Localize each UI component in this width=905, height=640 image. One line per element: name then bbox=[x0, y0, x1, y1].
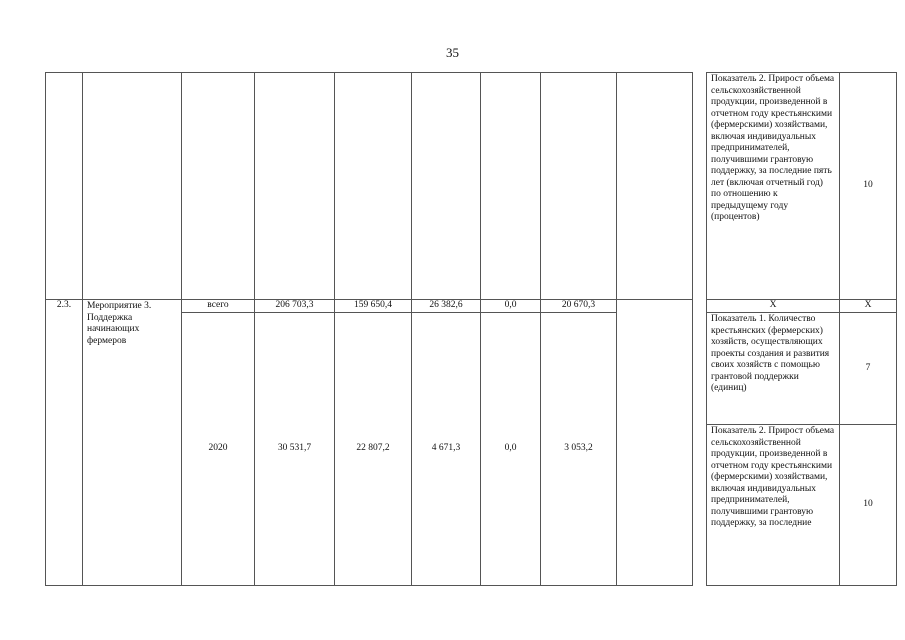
cell-empty bbox=[83, 73, 182, 300]
value-cell: 206 703,3 bbox=[255, 300, 335, 313]
cell-empty bbox=[335, 73, 412, 300]
value-cell: 30 531,7 bbox=[255, 313, 335, 586]
cell-empty bbox=[182, 73, 255, 300]
indicator-cell bbox=[707, 73, 840, 300]
cell-empty bbox=[617, 300, 693, 586]
table-row-total bbox=[46, 300, 897, 313]
value-cell: 20 670,3 bbox=[541, 300, 617, 313]
cell-empty bbox=[541, 73, 617, 300]
year-cell: всего bbox=[182, 300, 255, 313]
cell-empty bbox=[255, 73, 335, 300]
cell-empty bbox=[481, 73, 541, 300]
indicator-value-x: Х bbox=[840, 300, 897, 313]
value-cell: 4 671,3 bbox=[412, 313, 481, 586]
value-cell: 0,0 bbox=[481, 313, 541, 586]
table-row-continuation bbox=[46, 73, 897, 300]
indicator-value: 7 bbox=[840, 313, 897, 425]
indicator-cell bbox=[707, 313, 840, 425]
value-cell: 26 382,6 bbox=[412, 300, 481, 313]
program-table bbox=[45, 72, 897, 586]
indicator-value: 10 bbox=[840, 425, 897, 586]
indicator-cell bbox=[707, 425, 840, 586]
cell-gap bbox=[693, 300, 707, 586]
cell-empty bbox=[617, 73, 693, 300]
row-number: 2.3. bbox=[46, 300, 83, 586]
page-number: 35 bbox=[446, 45, 459, 60]
cell-gap bbox=[693, 73, 707, 300]
value-cell: 3 053,2 bbox=[541, 313, 617, 586]
indicator-text: Показатель 2. Прирост объема сельскохозяйственной продукции, произведенной в отчетном году крестьянскими (фермерскими) хозяйствами, включая индивидуальных предпринимателей, получившими грантовую поддержку, за последние bbox=[711, 426, 835, 528]
cell-empty bbox=[412, 73, 481, 300]
indicator-value: 10 bbox=[840, 73, 897, 300]
value-cell: 159 650,4 bbox=[335, 300, 412, 313]
cell-empty bbox=[46, 73, 83, 300]
event-name: Мероприятие 3. Поддержка начинающих фермеров bbox=[83, 300, 182, 586]
indicator-x: Х bbox=[707, 300, 840, 313]
value-cell: 0,0 bbox=[481, 300, 541, 313]
indicator-text: Показатель 1. Количество крестьянских (фермерских) хозяйств, осуществляющих проекты создания и развития своих хозяйств с помощью грантовой поддержки (единиц) bbox=[711, 314, 830, 393]
value-cell: 22 807,2 bbox=[335, 313, 412, 586]
indicator-text: Показатель 2. Прирост объема сельскохозяйственной продукции, произведенной в отчетном году крестьянскими (фермерскими) хозяйствами, включая индивидуальных предпринимателей, получившими грантовую поддержку, за последние пять лет (включая отчетный год) по отношению к предыдущему году (процентов) bbox=[711, 74, 835, 222]
year-cell: 2020 bbox=[182, 313, 255, 586]
